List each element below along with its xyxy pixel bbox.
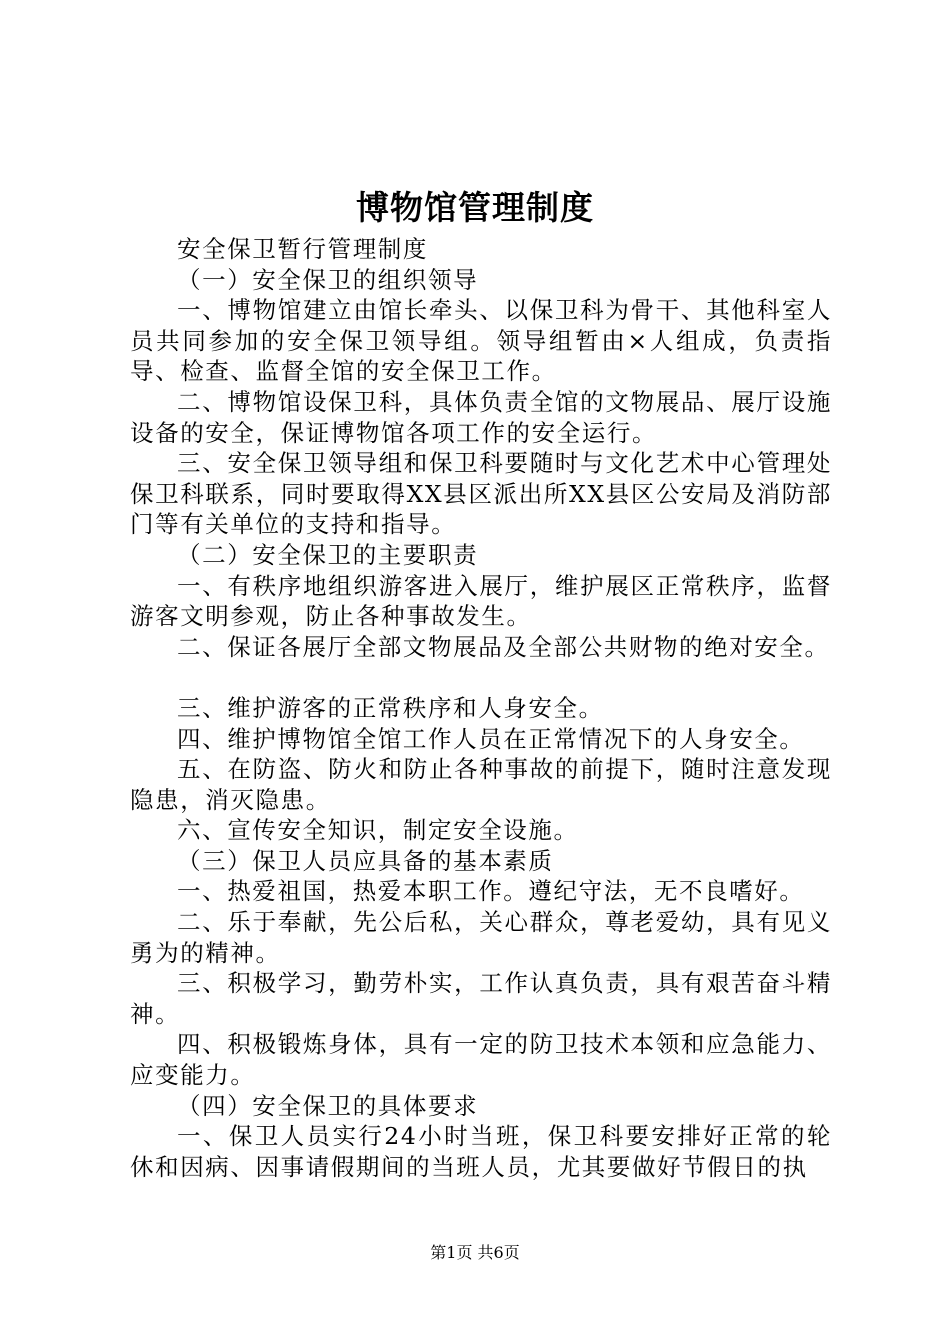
- paragraph: 六、宣传安全知识，制定安全设施。: [177, 816, 579, 845]
- paragraph: 四、积极锻炼身体，具有一定的防卫技术本领和应急能力、应变能力。: [130, 1030, 832, 1090]
- paragraph: 三、维护游客的正常秩序和人身安全。: [177, 693, 604, 722]
- paragraph: 一、博物馆建立由馆长牵头、以保卫科为骨干、其他科室人员共同参加的安全保卫领导组。领导组暂由×人组成，负责指导、检查、监督全馆的安全保卫工作。: [130, 296, 832, 386]
- paragraph: 三、积极学习，勤劳朴实，工作认真负责，具有艰苦奋斗精神。: [130, 969, 832, 1028]
- paragraph: （四）安全保卫的具体要求: [177, 1091, 479, 1120]
- paragraph: 一、有秩序地组织游客进入展厅，维护展区正常秩序，监督游客文明参观，防止各种事故发生。: [130, 571, 832, 631]
- paragraph: 二、保证各展厅全部文物展品及全部公共财物的绝对安全。: [177, 632, 830, 661]
- page-footer: 第1页 共6页: [430, 1243, 520, 1262]
- paragraph: 五、在防盗、防火和防止各种事故的前提下，随时注意发现隐患，消灭隐患。: [130, 755, 832, 814]
- paragraph: 二、乐于奉献，先公后私，关心群众，尊老爱幼，具有见义勇为的精神。: [130, 908, 832, 967]
- paragraph: 安全保卫暂行管理制度: [177, 235, 428, 263]
- paragraph: 一、热爱祖国，热爱本职工作。遵纪守法，无不良嗜好。: [177, 877, 805, 906]
- paragraph: 三、安全保卫领导组和保卫科要随时与文化艺术中心管理处保卫科联系，同时要取得XX县区派出所XX县区公安局及消防部门等有关单位的支持和指导。: [130, 449, 832, 539]
- paragraph: （二）安全保卫的主要职责: [177, 540, 479, 569]
- paragraph: （三）保卫人员应具备的基本素质: [177, 846, 554, 875]
- paragraph: 二、博物馆设保卫科，具体负责全馆的文物展品、展厅设施设备的安全，保证博物馆各项工作的安全运行。: [130, 387, 832, 447]
- paragraph: （一）安全保卫的组织领导: [177, 265, 479, 294]
- paragraph: 一、保卫人员实行24小时当班，保卫科要安排好正常的轮休和因病、因事请假期间的当班人员，尤其要做好节假日的执: [130, 1122, 832, 1181]
- blank-line: [130, 662, 832, 693]
- paragraph: 四、维护博物馆全馆工作人员在正常情况下的人身安全。: [177, 724, 805, 753]
- document-body: [130, 234, 832, 1182]
- document-title: 博物馆管理制度: [356, 188, 594, 227]
